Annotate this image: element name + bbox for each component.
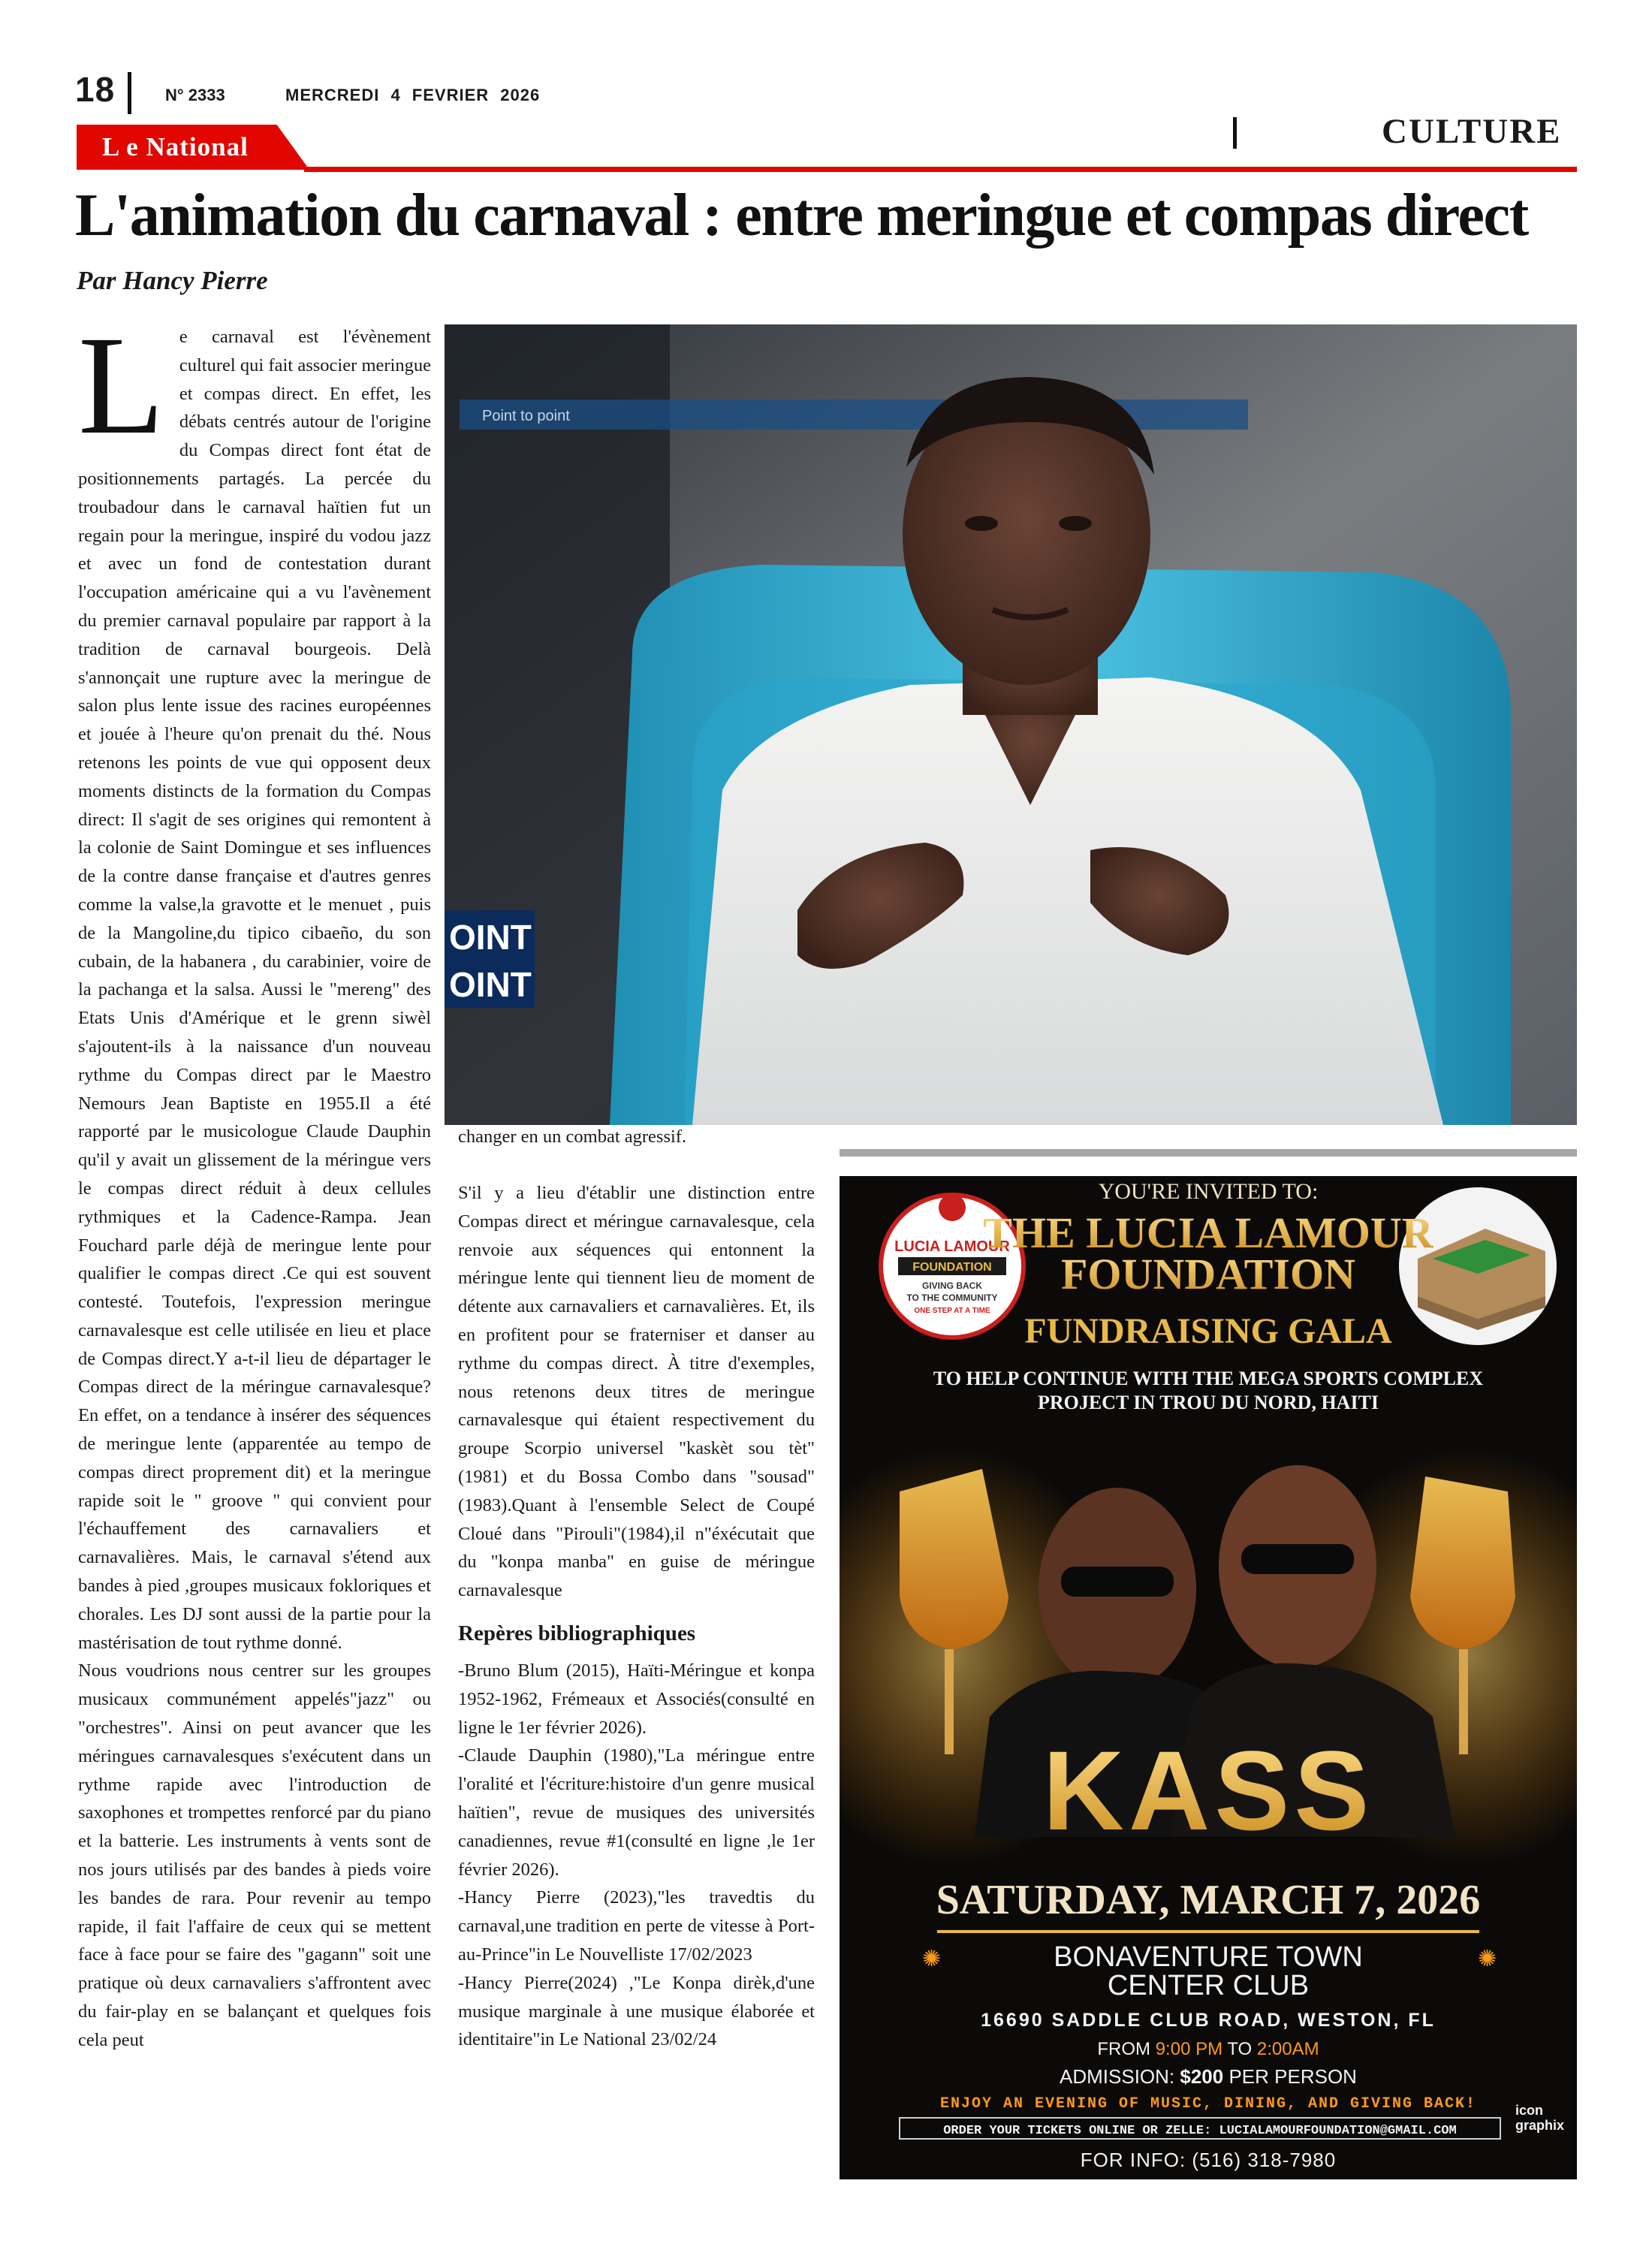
ad-venue-line-2: CENTER CLUB	[1107, 1970, 1310, 2001]
header-rule	[304, 167, 1577, 172]
article-title: L'animation du carnaval : entre meringue et compas direct	[75, 182, 1528, 249]
ad-venue-line-1: BONAVENTURE TOWN	[1054, 1941, 1363, 1973]
section-label: CULTURE	[1382, 112, 1562, 151]
article-photo	[445, 324, 1577, 1125]
publication-name: L e National	[102, 132, 249, 161]
article-paragraph	[78, 306, 431, 1657]
gala-advertisement	[840, 1176, 1577, 2145]
foundation-logo-tagline-2: TO THE COMMUNITY	[906, 1292, 998, 1303]
ad-purpose-line-2: PROJECT IN TROU DU NORD, HAITI	[1037, 1392, 1379, 1413]
bibliography-entry: -Hancy Pierre(2024) ,"Le Konpa dirèk,d'une musique marginale à une musique élaborée et identitaire"in Le National 23/02/24	[458, 1972, 815, 2050]
ad-purpose-line-1: TO HELP CONTINUE WITH THE MEGA SPORTS COMPLEX	[933, 1368, 1484, 1389]
lead-text: e carnaval est l'évènement culturel qui fait associer meringue et compas direct. En effet, les débats centrés autour de l'origine du Compas direct font état de positionnements partagés. La percée du troubadour dans le carnaval haïtien fut un regain pour la meringue, inspiré du vodou jazz et avec un fond de contestation durant l'occupation américaine qui a vu l'avènement du premier carnaval populaire par rapport à la tradition de carnaval bourgeois. Delà s'annonçait une rupture avec la meringue de salon plus lente issue des racines européennes et jouée à l'heure qu'on prenait du thé. Nous retenons les points de vue qui opposent deux moments distincts de la formation du Compas direct: Il s'agit de ses origines qui remontent à la colonie de Saint Domingue et ses influences de la contre danse française et d'autres genres comme la valse,la gravotte et le menuet , puis de la Mangoline,du tipico cibaeño, du son cubain, de la habanera , du carabinier, voire de la pachanga et la salsa. Aussi le "mereng" des Etats Unis d'Amérique et le grenn siwèl s'ajoutent-ils à la naissance d'un nouveau rythme du Compas direct par le Maestro Nemours Jean Baptiste en 1955.Il a été rapporté par le musicologue Claude Dauphin qu'il y avait un glissement de la méringue vers le compas direct réduit à deux cellules rythmiques et la Cadence-Rampa. Jean Fouchard parle déjà de meringue lente pour qualifier le compas direct .Ce qui est souvent contesté. Toutefois, l'expression meringue carnavalesque est celle utilisée en lieu et place de Compas direct.Y a-t-il lieu de départager le Compas direct de la méringue carnavalesque? En effet, on a tendance à insérer des séquences de meringue lente (apparentée au tempo de compas direct proprement dit) et la meringue rapide soit le " groove " qui convient pour l'échauffement des carnavaliers et carnavalières. Mais, le carnaval s'étend aux bandes à pied ,groupes musicaux fokloriques et chorales. Les DJ sont aussi de la partie pour la mastérisation de tout rythme donné.	[78, 327, 431, 1653]
ornament-icon: ✺	[1478, 1947, 1497, 1971]
article-byline: Par Hancy Pierre	[77, 266, 268, 295]
ad-invited: YOU'RE INVITED TO:	[1098, 1179, 1319, 1204]
designer-credit-line-2: graphix	[1515, 2118, 1565, 2133]
ornament-icon: ✺	[922, 1947, 942, 1971]
foundation-logo-tagline-3: ONE STEP AT A TIME	[914, 1307, 990, 1315]
ad-organization-line-1: THE LUCIA LAMOUR	[983, 1208, 1433, 1257]
lower-third-text: Point to point	[482, 408, 570, 424]
dropcap: L	[78, 306, 164, 463]
page-number: 18	[75, 70, 116, 109]
header-divider	[128, 72, 131, 114]
ad-time: FROM 9:00 PM TO 2:00AM	[1097, 2039, 1319, 2059]
article-paragraph: S'il y a lieu d'établir une distinction entre Compas direct et méringue carnavalesque, cela renvoie aux séquences qui entonnent la méringue lente qui tiennent lieu de moment de détente aux carnavaliers et carnavalières. Et, ils en profitent pour se fraterniser et danser au rythme du compas direct. À titre d'exemples, nous retenons deux titres de meringue carnavalesque qui étaient respectivement du groupe Scorpio universel "kaskèt sou tèt" (1981) et du Bossa Combo dans "sousad" (1983).Quant à l'ensemble Select de Coupé Cloué dans "Pirouli"(1984),il n"éxécutait que du "konpa manba" en guise de méringue carnavalesque	[458, 1183, 815, 1601]
ad-admission: ADMISSION: $200 PER PERSON	[1060, 2065, 1357, 2088]
ad-footer	[840, 2145, 1577, 2179]
ad-event-title: FUNDRAISING GALA	[1024, 1311, 1392, 1351]
gala-poster	[840, 1176, 1577, 2145]
ad-address: 16690 SADDLE CLUB ROAD, WESTON, FL	[981, 2010, 1436, 2031]
bibliography-entry: -Hancy Pierre (2023),"les travedtis du carnaval,une tradition en perte de vitesse à Port-au-Prince"in Le Nouvelliste 17/02/2023	[458, 1887, 815, 1965]
article-column-1	[78, 306, 431, 2055]
network-logo-line-2: OINT	[449, 965, 532, 1004]
issue-date: MERCREDI 4 FEVRIER 2026	[285, 86, 541, 104]
bibliography-heading: Repères bibliographiques	[458, 1621, 696, 1645]
bibliography-entry: -Claude Dauphin (1980),"La méringue entre l'oralité et l'écriture:histoire d'un genre musical haïtien", revue de musiques des universités canadiennes, revue #1(consulté en ligne ,le 1er février 2026).	[458, 1745, 815, 1880]
ad-band-logo: KASS	[1042, 1727, 1374, 1853]
ad-info-line: FOR INFO: (516) 318-7980	[1080, 2149, 1337, 2171]
article-column-2	[458, 1179, 815, 2054]
ad-date: SATURDAY, MARCH 7, 2026	[936, 1877, 1481, 1923]
section-divider	[1233, 117, 1237, 149]
network-logo-line-1: OINT	[449, 918, 532, 957]
article-paragraph: Nous voudrions nous centrer sur les groupes musicaux communément appelés"jazz" ou "orchestres". Ainsi on peut avancer que les méringues carnavalesques s'exécutent dans un rythme rapide avec l'introduction de saxophones et trompettes renforcé par du piano et la batterie. Les instruments à vents sont de nos jours utilisés par des bandes à pieds voire les bandes de rara. Pour revenir au tempo rapide, il fait l'affaire de ceux qui se mettent face à face pour se faire des "gagann" soit une pratique où deux carnavaliers s'affrontent avec du fair-play en se balançant et quelques fois cela peut	[78, 1660, 431, 2050]
advertisement-rule	[840, 1149, 1577, 1157]
foundation-logo-tagline-1: GIVING BACK	[921, 1280, 983, 1291]
column-2-continuation: changer en un combat agressif.	[458, 1126, 687, 1147]
designer-credit-line-1: icon	[1515, 2103, 1544, 2118]
ad-organization-line-2: FOUNDATION	[1060, 1250, 1356, 1298]
bibliography-entry: -Bruno Blum (2015), Haïti-Méringue et konpa 1952-1962, Frémeaux et Associés(consulté en ligne le 1er février 2026).	[458, 1660, 815, 1738]
foundation-logo-badge: FOUNDATION	[912, 1261, 992, 1274]
interview-photo	[445, 324, 1577, 1125]
ad-enjoy-line: ENJOY AN EVENING OF MUSIC, DINING, AND GIVING BACK!	[939, 2095, 1477, 2113]
foundation-logo-name: LUCIA LAMOUR	[894, 1238, 1010, 1255]
issue-number: N° 2333	[165, 86, 225, 104]
ad-order-line: ORDER YOUR TICKETS ONLINE OR ZELLE: LUCIALAMOURFOUNDATION@GMAIL.COM	[943, 2124, 1457, 2138]
